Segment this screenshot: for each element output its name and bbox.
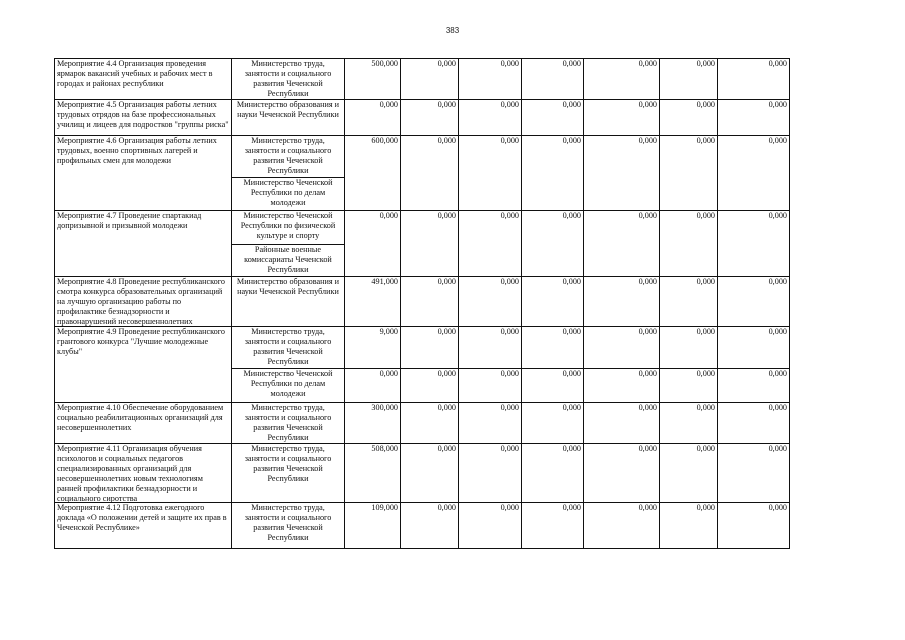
amount-cell: 491,000 (345, 277, 401, 327)
amount-cell: 0,000 (459, 136, 522, 211)
amount-cell: 0,000 (718, 277, 790, 327)
amount-cell: 0,000 (401, 503, 459, 549)
amount-cell: 0,000 (522, 444, 584, 503)
amount-cell: 0,000 (459, 403, 522, 444)
amount-cell: 0,000 (459, 100, 522, 136)
amount-cell: 0,000 (345, 369, 401, 403)
amount-cell: 500,000 (345, 59, 401, 100)
amount-cell: 0,000 (401, 100, 459, 136)
amount-cell: 0,000 (584, 277, 660, 327)
amount-cell: 0,000 (584, 211, 660, 277)
amount-cell: 0,000 (459, 59, 522, 100)
amount-cell: 0,000 (459, 327, 522, 369)
amount-cell: 0,000 (584, 444, 660, 503)
amount-cell: 0,000 (522, 277, 584, 327)
amount-cell: 0,000 (459, 503, 522, 549)
amount-cell: 0,000 (718, 327, 790, 369)
activity-cell: Мероприятие 4.11 Организация обучения психологов и социальных педагогов специализированных организаций для несовершеннолетних новым технологиям ранней профилактики безнадзорности и социального сиротства (55, 444, 232, 503)
amount-cell: 0,000 (660, 277, 718, 327)
amount-cell: 0,000 (660, 403, 718, 444)
amount-cell: 300,000 (345, 403, 401, 444)
executor-cell: Министерство труда, занятости и социального развития Чеченской Республики (232, 403, 345, 444)
activity-cell: Мероприятие 4.10 Обеспечение оборудованием социально реабилитационных организаций для несовершеннолетних (55, 403, 232, 444)
executor-cell: Министерство Чеченской Республики по физической культуре и спорту (232, 211, 345, 245)
executor-cell: Министерство труда, занятости и социального развития Чеченской Республики (232, 327, 345, 369)
amount-cell: 0,000 (718, 136, 790, 211)
executor-cell: Министерство труда, занятости и социального развития Чеченской Республики (232, 136, 345, 178)
amount-cell: 0,000 (660, 369, 718, 403)
amount-cell: 0,000 (660, 503, 718, 549)
amount-cell: 0,000 (401, 136, 459, 211)
amount-cell: 0,000 (522, 503, 584, 549)
amount-cell: 0,000 (401, 369, 459, 403)
executor-cell: Министерство Чеченской Республики по делам молодежи (232, 178, 345, 211)
executor-cell: Министерство труда, занятости и социального развития Чеченской Республики (232, 444, 345, 503)
amount-cell: 0,000 (660, 211, 718, 277)
amount-cell: 0,000 (522, 369, 584, 403)
amount-cell: 0,000 (584, 369, 660, 403)
amount-cell: 0,000 (459, 277, 522, 327)
activity-cell: Мероприятие 4.6 Организация работы летних трудовых, военно спортивных лагерей и профильных смен для молодежи (55, 136, 232, 211)
amount-cell: 0,000 (660, 100, 718, 136)
amount-cell: 0,000 (401, 277, 459, 327)
amount-cell: 0,000 (522, 100, 584, 136)
amount-cell: 0,000 (718, 211, 790, 277)
amount-cell: 0,000 (459, 444, 522, 503)
amount-cell: 0,000 (345, 100, 401, 136)
amount-cell: 0,000 (718, 503, 790, 549)
amount-cell: 0,000 (584, 327, 660, 369)
amount-cell: 600,000 (345, 136, 401, 211)
activity-cell: Мероприятие 4.9 Проведение республиканского грантового конкурса "Лучшие молодежные клубы" (55, 327, 232, 403)
amount-cell: 0,000 (584, 59, 660, 100)
amount-cell: 0,000 (718, 403, 790, 444)
executor-cell: Министерство труда, занятости и социального развития Чеченской Республики (232, 59, 345, 100)
executor-cell: Министерство образования и науки Чеченской Республики (232, 100, 345, 136)
amount-cell: 0,000 (522, 327, 584, 369)
amount-cell: 0,000 (660, 327, 718, 369)
amount-cell: 0,000 (522, 403, 584, 444)
amount-cell: 0,000 (718, 59, 790, 100)
amount-cell: 9,000 (345, 327, 401, 369)
amount-cell: 0,000 (522, 136, 584, 211)
activity-cell: Мероприятие 4.12 Подготовка ежегодного доклада «О положении детей и защите их прав в Чеченской Республике» (55, 503, 232, 549)
amount-cell: 0,000 (584, 403, 660, 444)
amount-cell: 0,000 (401, 444, 459, 503)
amount-cell: 0,000 (660, 444, 718, 503)
amount-cell: 0,000 (345, 211, 401, 277)
amount-cell: 0,000 (660, 59, 718, 100)
amount-cell: 0,000 (584, 136, 660, 211)
amount-cell: 0,000 (459, 211, 522, 277)
activity-cell: Мероприятие 4.8 Проведение республиканского смотра конкурса образовательных организаций на лучшую организацию работы по профилактике безнадзорности и правонарушений несовершеннолетних (55, 277, 232, 327)
activity-cell: Мероприятие 4.5 Организация работы летних трудовых отрядов на базе профессиональных училищ и лицеев для подростков "группы риска" (55, 100, 232, 136)
amount-cell: 0,000 (718, 369, 790, 403)
executor-cell: Министерство образования и науки Чеченской Республики (232, 277, 345, 327)
amount-cell: 0,000 (718, 100, 790, 136)
page-number: 383 (445, 26, 460, 35)
amount-cell: 0,000 (718, 444, 790, 503)
amount-cell: 0,000 (522, 211, 584, 277)
amount-cell: 508,000 (345, 444, 401, 503)
amount-cell: 0,000 (459, 369, 522, 403)
activity-cell: Мероприятие 4.7 Проведение спартакиад допризывной и призывной молодежи (55, 211, 232, 277)
amount-cell: 0,000 (584, 503, 660, 549)
activity-cell: Мероприятие 4.4 Организация проведения ярмарок вакансий учебных и рабочих мест в городах и районах республики (55, 59, 232, 100)
executor-cell: Районные военные комиссариаты Чеченской Республики (232, 245, 345, 277)
amount-cell: 0,000 (401, 59, 459, 100)
amount-cell: 0,000 (401, 327, 459, 369)
amount-cell: 0,000 (522, 59, 584, 100)
activities-table (54, 58, 790, 549)
amount-cell: 0,000 (401, 403, 459, 444)
executor-cell: Министерство труда, занятости и социального развития Чеченской Республики (232, 503, 345, 549)
amount-cell: 0,000 (401, 211, 459, 277)
amount-cell: 109,000 (345, 503, 401, 549)
amount-cell: 0,000 (660, 136, 718, 211)
executor-cell: Министерство Чеченской Республики по делам молодежи (232, 369, 345, 403)
amount-cell: 0,000 (584, 100, 660, 136)
